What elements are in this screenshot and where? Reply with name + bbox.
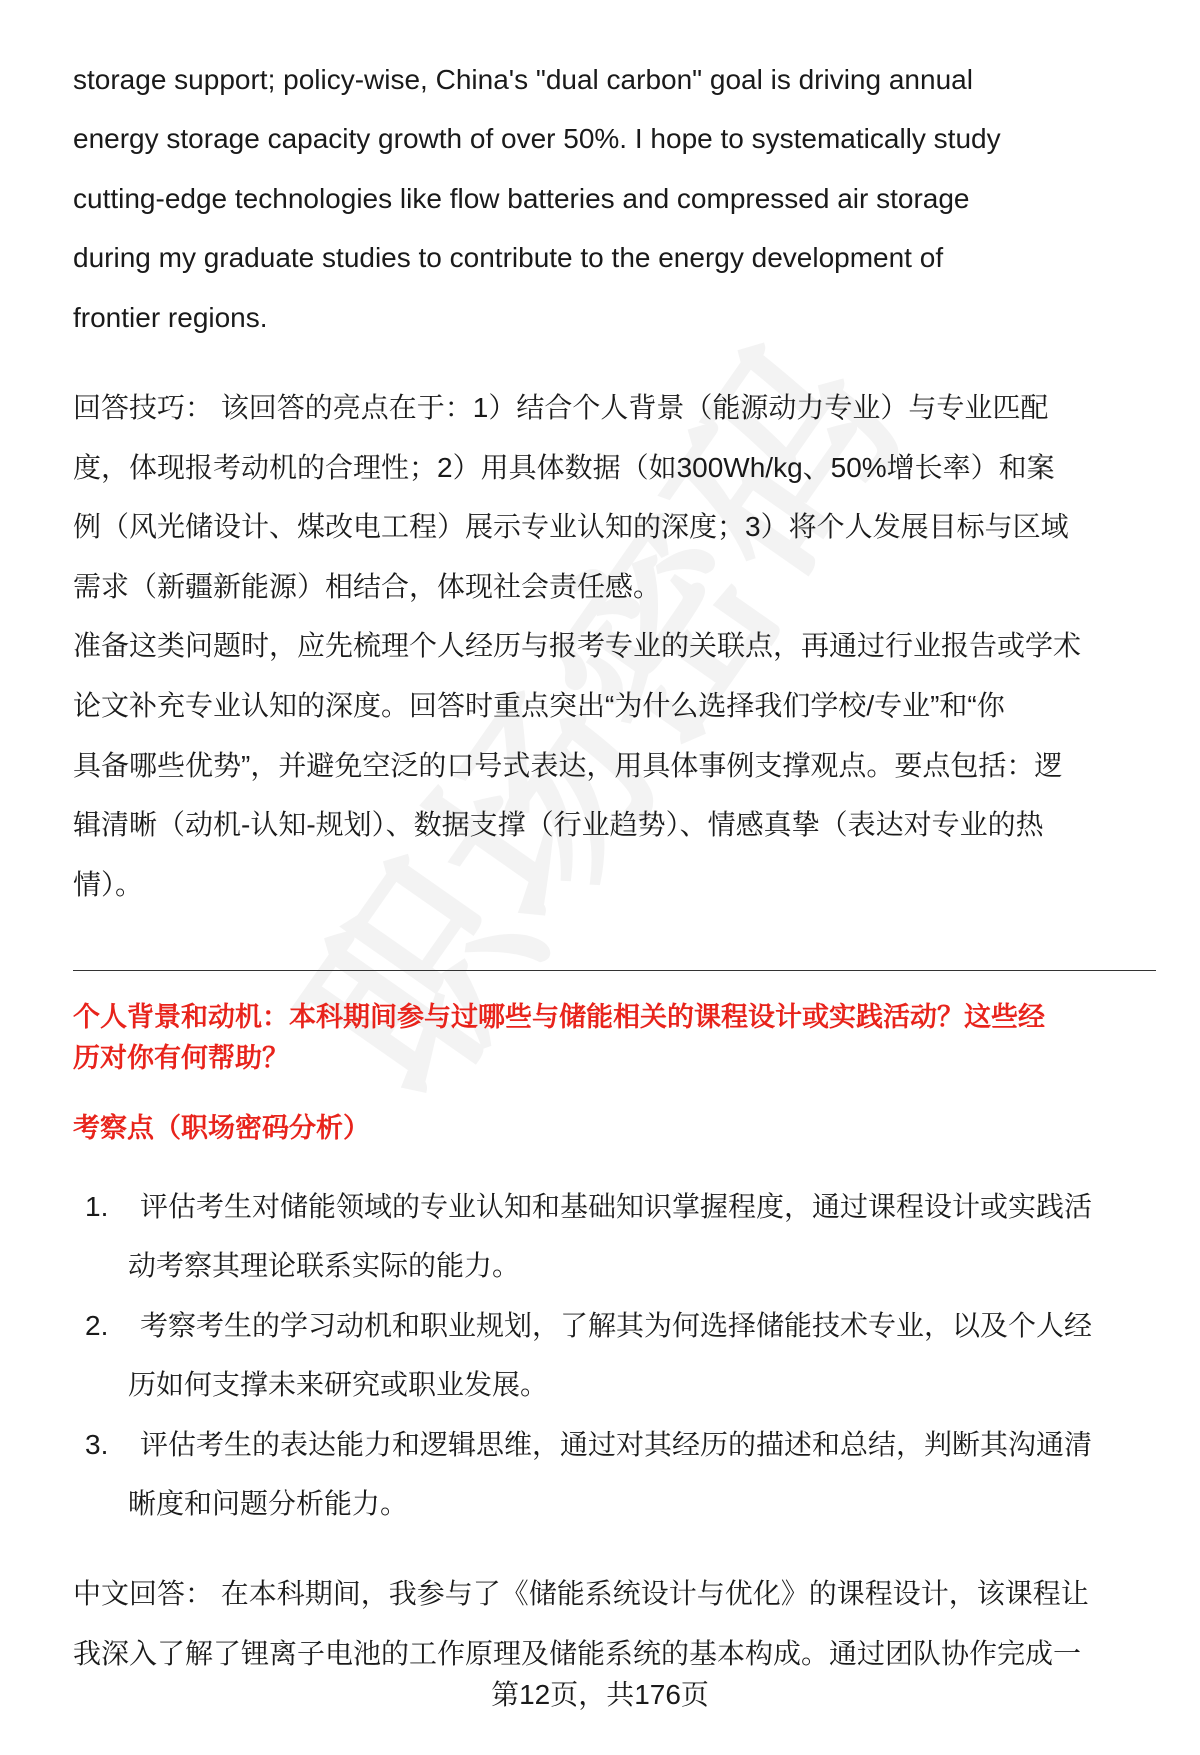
list-number: 3.	[85, 1429, 109, 1460]
question-line: 个人背景和动机：本科期间参与过哪些与储能相关的课程设计或实践活动？这些经	[73, 1002, 1045, 1032]
list-item-continuation: 动考察其理论联系实际的能力。	[128, 1250, 521, 1281]
question-line: 历对你有何帮助？	[73, 1043, 289, 1073]
list-text: 评估考生对储能领域的专业认知和基础知识掌握程度，通过课程设计或实践活	[140, 1191, 1093, 1222]
list-item-continuation: 历如何支撑未来研究或职业发展。	[128, 1369, 549, 1400]
text-line: 情）。	[73, 869, 144, 900]
text-line: energy storage capacity growth of over 50%. I hope to systematically study	[73, 123, 1001, 154]
list-item	[85, 1190, 1092, 1224]
list-number: 2.	[85, 1310, 109, 1341]
list-text: 评估考生的表达能力和逻辑思维，通过对其经历的描述和总结，判断其沟通清	[140, 1429, 1093, 1460]
page-number: 第12页，共176页	[491, 1679, 709, 1710]
text-line: 回答技巧： 该回答的亮点在于：1）结合个人背景（能源动力专业）与专业匹配	[73, 392, 1049, 423]
list-item	[85, 1309, 1092, 1343]
list-item	[85, 1428, 1092, 1462]
text-line: frontier regions.	[73, 302, 268, 333]
text-line: 度，体现报考动机的合理性；2）用具体数据（如300Wh/kg、50%增长率）和案	[73, 452, 1055, 483]
text-line: 论文补充专业认知的深度。回答时重点突出“为什么选择我们学校/专业”和“你	[73, 690, 1005, 721]
list-item-continuation: 晰度和问题分析能力。	[128, 1488, 409, 1519]
text-line: during my graduate studies to contribute to the energy development of	[73, 242, 944, 273]
text-line: 辑清晰（动机-认知-规划）、数据支撑（行业趋势）、情感真挚（表达对专业的热	[73, 809, 1044, 840]
text-line: 需求（新疆新能源）相结合，体现社会责任感。	[73, 571, 662, 602]
text-line: 我深入了解了锂离子电池的工作原理及储能系统的基本构成。通过团队协作完成一	[73, 1638, 1082, 1669]
analysis-heading: 考察点（职场密码分析）	[73, 1113, 370, 1143]
list-text: 考察考生的学习动机和职业规划，了解其为何选择储能技术专业，以及个人经	[140, 1310, 1093, 1341]
text-line: 例（风光储设计、煤改电工程）展示专业认知的深度；3）将个人发展目标与区域	[73, 511, 1069, 542]
text-line: 中文回答： 在本科期间，我参与了《储能系统设计与优化》的课程设计，该课程让	[73, 1578, 1089, 1609]
list-number: 1.	[85, 1191, 109, 1222]
section-divider	[73, 970, 1156, 971]
text-line: cutting-edge technologies like flow batteries and compressed air storage	[73, 183, 970, 214]
text-line: storage support; policy-wise, China's "dual carbon" goal is driving annual	[73, 64, 973, 95]
text-line: 具备哪些优势”，并避免空泛的口号式表达，用具体事例支撑观点。要点包括：逻	[73, 750, 1063, 781]
text-line: 准备这类问题时，应先梳理个人经历与报考专业的关联点，再通过行业报告或学术	[73, 630, 1082, 661]
